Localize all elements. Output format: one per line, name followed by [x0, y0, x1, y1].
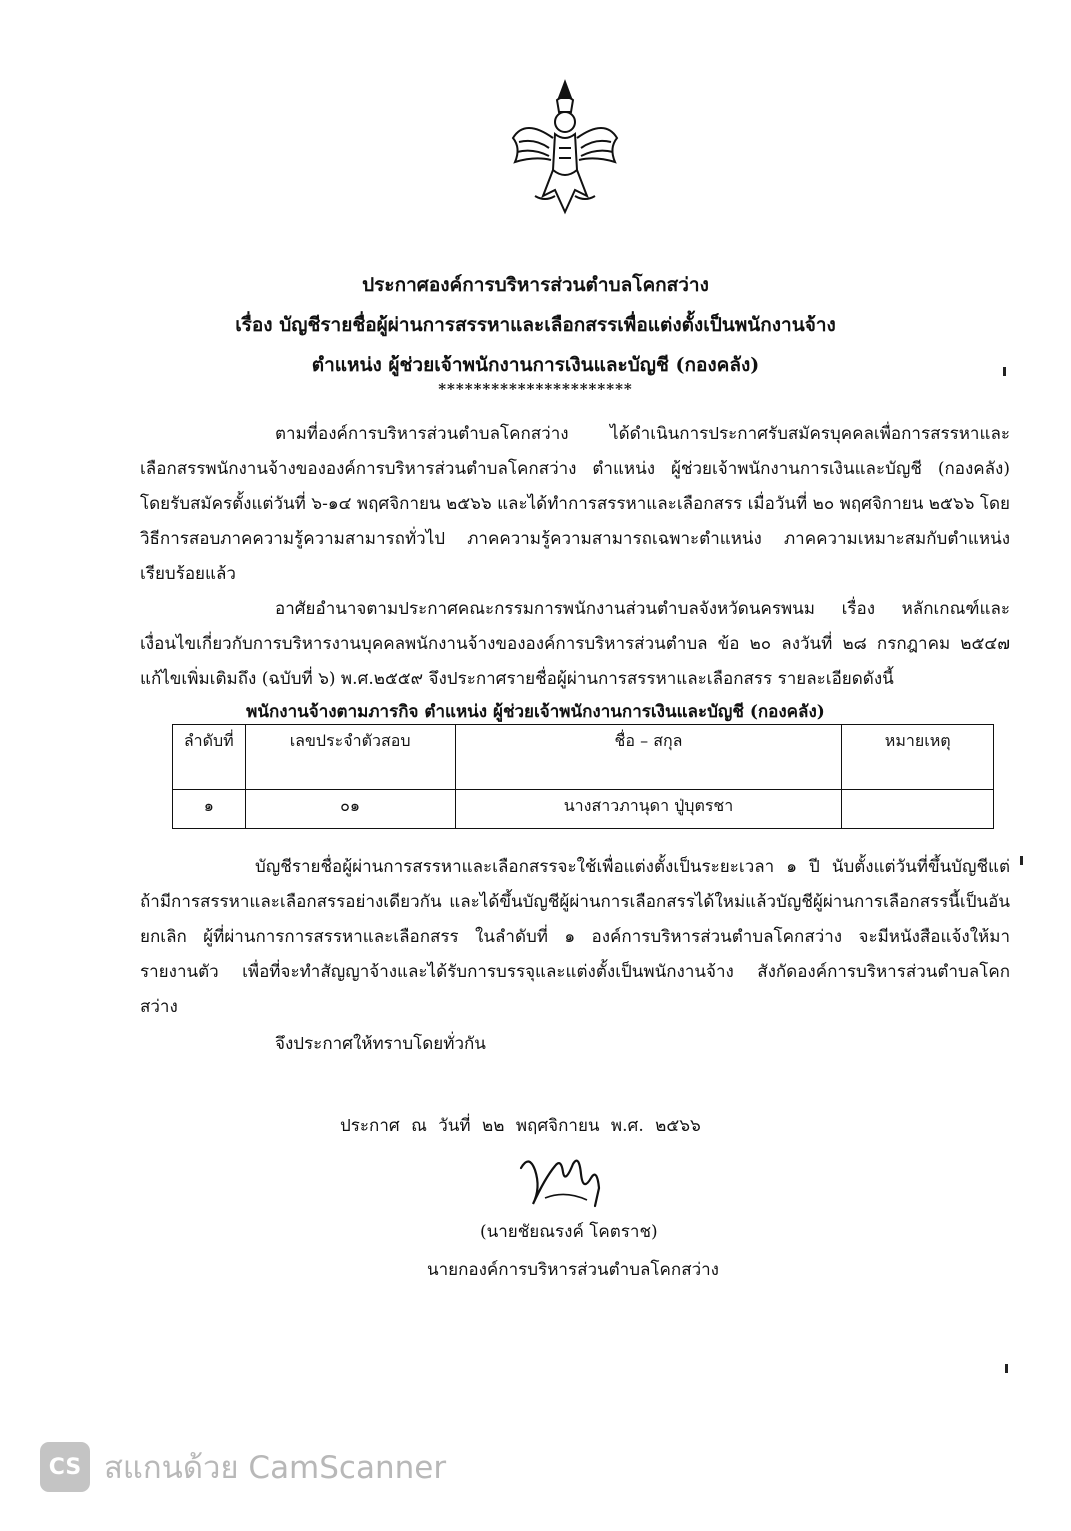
signer-name: (นายชัยณรงค์ โคตราช): [480, 1222, 658, 1242]
scan-speck: [1020, 856, 1023, 865]
paragraph-1: ตามที่องค์การบริหารส่วนตำบลโคกสว่าง ได้ดำเนินการประกาศรับสมัครบุคคลเพื่อการสรรหาและเลือกสรรพนักงานจ้างขององค์การบริหารส่วนตำบลโคกสว่าง ตำแหน่ง ผู้ช่วยเจ้าพนักงานการเงินและบัญชี (กองคลัง) โดยรับสมัครตั้งแต่วันที่ ๖-๑๔ พฤศจิกายน ๒๕๖๖ และได้ทำการสรรหาและเลือกสรร เมื่อวันที่ ๒๐ พฤศจิกายน ๒๕๖๖ โดยวิธีการสอบภาคความรู้ความสามารถทั่วไป ภาคความรู้ความสามารถเฉพาะตำแหน่ง ภาคความเหมาะสมกับตำแหน่ง เรียบร้อยแล้ว: [140, 424, 1010, 584]
cell-remark: [842, 790, 994, 829]
camscanner-logo-icon: CS: [40, 1442, 90, 1492]
header-line-1: ประกาศองค์การบริหารส่วนตำบลโคกสว่าง: [362, 274, 709, 296]
announcement-date: ประกาศ ณ วันที่ ๒๒ พฤศจิกายน พ.ศ. ๒๕๖๖: [340, 1116, 701, 1136]
col-header-name: ชื่อ – สกุล: [455, 725, 842, 790]
header-line-2: เรื่อง บัญชีรายชื่อผู้ผ่านการสรรหาและเลือกสรรเพื่อแต่งตั้งเป็นพนักงานจ้าง: [235, 314, 836, 336]
header-separator: **********************: [438, 380, 633, 398]
signature-icon: [515, 1148, 605, 1213]
camscanner-watermark: [40, 1442, 446, 1492]
table-header-row: [173, 725, 994, 790]
cell-name: นางสาวภานุดา ปู่บุตรชา: [455, 790, 842, 829]
cell-order: ๑: [173, 790, 246, 829]
col-header-exam-id: เลขประจำตัวสอบ: [245, 725, 455, 790]
garuda-emblem-icon: [505, 78, 625, 218]
paragraph-2: อาศัยอำนาจตามประกาศคณะกรรมการพนักงานส่วนตำบลจังหวัดนครพนม เรื่อง หลักเกณฑ์และเงื่อนไขเกี่ยวกับการบริหารงานบุคคลพนักงานจ้างขององค์การบริหารส่วนตำบล ข้อ ๒๐ ลงวันที่ ๒๘ กรกฎาคม ๒๕๔๗ แก้ไขเพิ่มเติมถึง (ฉบับที่ ๖) พ.ศ.๒๕๕๙ จึงประกาศรายชื่อผู้ผ่านการสรรหาและเลือกสรร รายละเอียดดังนี้: [140, 599, 1010, 689]
signer-title: นายกองค์การบริหารส่วนตำบลโคกสว่าง: [427, 1260, 719, 1280]
watermark-text: สแกนด้วย CamScanner: [104, 1450, 447, 1486]
cell-exam-id: ๐๑: [245, 790, 455, 829]
announcement-line: จึงประกาศให้ทราบโดยทั่วกัน: [275, 1034, 486, 1054]
col-header-remark: หมายเหตุ: [842, 725, 994, 790]
candidate-table: [172, 724, 994, 829]
scan-speck: [1003, 367, 1006, 376]
header-line-3: ตำแหน่ง ผู้ช่วยเจ้าพนักงานการเงินและบัญชี (กองคลัง): [311, 354, 760, 376]
scan-speck: [1005, 1364, 1008, 1373]
table-row: [173, 790, 994, 829]
paragraph-3: บัญชีรายชื่อผู้ผ่านการสรรหาและเลือกสรรจะใช้เพื่อแต่งตั้งเป็นระยะเวลา ๑ ปี นับตั้งแต่วันที่ขึ้นบัญชีแต่ถ้ามีการสรรหาและเลือกสรรอย่างเดียวกัน และได้ขึ้นบัญชีผู้ผ่านการเลือกสรรได้ใหม่แล้วบัญชีผู้ผ่านการเลือกสรรนี้เป็นอันยกเลิก ผู้ที่ผ่านการการสรรหาและเลือกสรร ในลำดับที่ ๑ องค์การบริหารส่วนตำบลโคกสว่าง จะมีหนังสือแจ้งให้มารายงานตัว เพื่อที่จะทำสัญญาจ้างและได้รับการบรรจุและแต่งตั้งเป็นพนักงานจ้าง สังกัดองค์การบริหารส่วนตำบลโคกสว่าง: [140, 857, 1010, 1017]
col-header-order: ลำดับที่: [173, 725, 246, 790]
table-title: พนักงานจ้างตามภารกิจ ตำแหน่ง ผู้ช่วยเจ้าพนักงานการเงินและบัญชี (กองคลัง): [246, 702, 825, 722]
